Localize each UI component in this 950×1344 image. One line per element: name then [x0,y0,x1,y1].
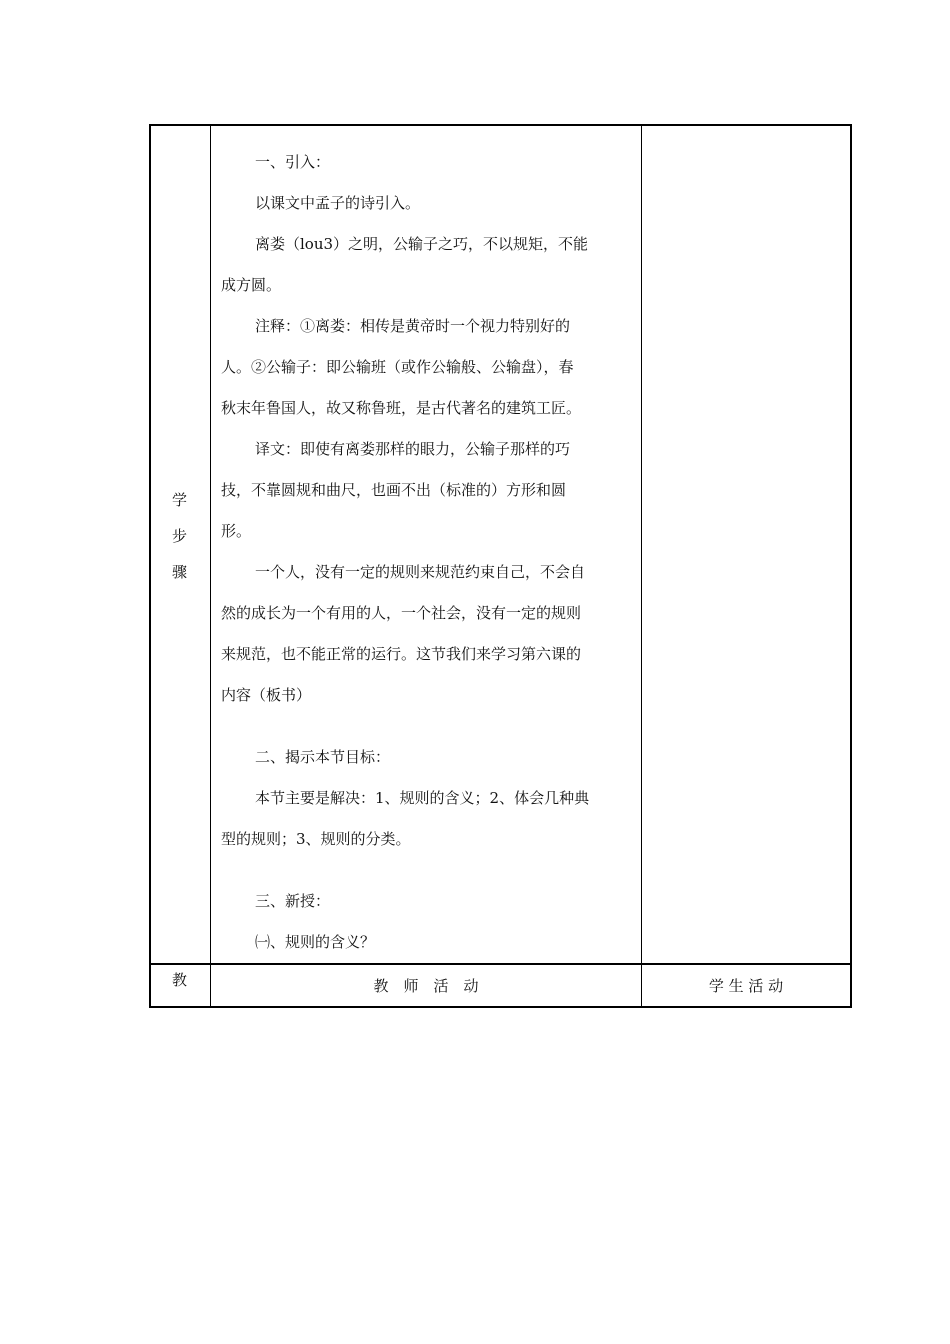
steps-label-char-3: 骤 [171,563,187,581]
content-line: 一个人，没有一定的规则来规范约束自己，不会自 [255,563,586,581]
content-line: 三、新授： [255,892,331,910]
lesson-content [221,142,633,963]
content-line: 译文：即使有离娄那样的眼力，公输子那样的巧 [255,440,571,458]
paragraph-gap [221,716,633,737]
steps-label-char-2: 步 [171,527,187,545]
column-divider-2 [641,124,642,1008]
student-activity-header: 学 生 活 动 [708,977,784,995]
border-right [850,124,852,1008]
content-line: ㈠、规则的含义？ [255,933,376,951]
content-line: 二、揭示本节目标： [255,748,391,766]
column-divider-1 [210,124,211,1008]
steps-label [149,490,210,598]
teacher-activity-header: 教 师 活 动 [373,977,479,995]
content-line: 型的规则；3、规则的分类。 [221,830,411,848]
paragraph-gap [221,860,633,881]
content-line: 然的成长为一个有用的人，一个社会，没有一定的规则 [221,604,582,622]
content-line: 一、引入： [255,153,331,171]
content-line: 来规范，也不能正常的运行。这节我们来学习第六课的 [221,645,582,663]
content-line: 技，不靠圆规和曲尺，也画不出（标准的）方形和圆 [221,481,567,499]
content-line: 人。②公输子：即公输班（或作公输般、公输盘），春 [221,358,574,376]
content-line: 以课文中孟子的诗引入。 [255,194,421,212]
content-line: 秋末年鲁国人，故又称鲁班，是古代著名的建筑工匠。 [221,399,582,417]
content-line: 内容（板书） [221,686,312,704]
footer-divider [149,963,852,965]
content-line: 本节主要是解决：1、规则的含义；2、体会几种典 [255,789,590,807]
content-line: 成方圆。 [221,276,282,294]
border-bottom [149,1006,852,1008]
border-top [149,124,852,126]
content-line: 注释：①离娄：相传是黄帝时一个视力特别好的 [255,317,571,335]
lesson-table [149,124,852,1008]
steps-label-char-1: 学 [171,491,187,509]
footer-left-label: 教 [171,971,187,989]
content-line: 形。 [221,522,252,540]
content-line: 离娄（lou3）之明，公输子之巧，不以规矩，不能 [255,235,589,253]
